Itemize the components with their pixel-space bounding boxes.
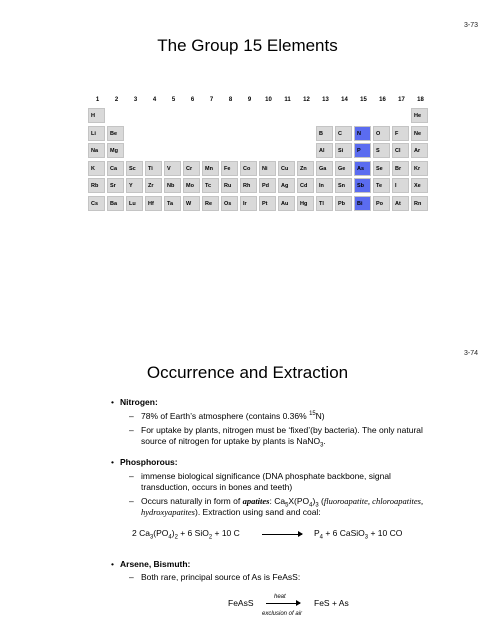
element-h: H bbox=[88, 108, 105, 123]
element-cd: Cd bbox=[297, 178, 314, 193]
element-mo: Mo bbox=[183, 178, 200, 193]
element-li: Li bbox=[88, 126, 105, 141]
element-bi: Bi bbox=[354, 196, 371, 211]
element-i: I bbox=[392, 178, 409, 193]
element-n: N bbox=[354, 126, 371, 141]
element-pb: Pb bbox=[335, 196, 352, 211]
group-number-12: 12 bbox=[303, 97, 310, 103]
element-sc: Sc bbox=[126, 161, 143, 176]
element-s: S bbox=[373, 143, 390, 158]
reaction-arrow-1 bbox=[262, 534, 302, 535]
group-number-13: 13 bbox=[322, 97, 329, 103]
reaction-arrow-2 bbox=[266, 603, 300, 604]
element-cr: Cr bbox=[183, 161, 200, 176]
group-number-2: 2 bbox=[114, 97, 119, 103]
element-br: Br bbox=[392, 161, 409, 176]
element-re: Re bbox=[202, 196, 219, 211]
element-y: Y bbox=[126, 178, 143, 193]
element-os: Os bbox=[221, 196, 238, 211]
element-v: V bbox=[164, 161, 181, 176]
element-be: Be bbox=[107, 126, 124, 141]
group-number-7: 7 bbox=[209, 97, 214, 103]
phosphorous-heading: • Phosphorous: bbox=[120, 457, 178, 468]
group-number-15: 15 bbox=[360, 97, 367, 103]
element-as: As bbox=[354, 161, 371, 176]
element-k: K bbox=[88, 161, 105, 176]
element-xe: Xe bbox=[411, 178, 428, 193]
nitrogen-line-2: – For uptake by plants, nitrogen must be ‘fixed’(by bacteria). The only natural source of nitrogen for uptake by plants is NaNO$_3$. bbox=[141, 425, 441, 447]
element-hg: Hg bbox=[297, 196, 314, 211]
equation-2-condition-below: exclusion of air bbox=[262, 611, 303, 617]
element-w: W bbox=[183, 196, 200, 211]
arsene-heading: • Arsene, Bismuth: bbox=[120, 559, 190, 570]
element-cu: Cu bbox=[278, 161, 295, 176]
element-ag: Ag bbox=[278, 178, 295, 193]
element-sb: Sb bbox=[354, 178, 371, 193]
element-o: O bbox=[373, 126, 390, 141]
arsene-line-1: – Both rare, principal source of As is FeAsS: bbox=[141, 572, 441, 583]
element-cs: Cs bbox=[88, 196, 105, 211]
element-te: Te bbox=[373, 178, 390, 193]
equation-1-left: 2 $Ca_3(PO_4)_2 + 6$ SiO$_2$ + 10 C bbox=[132, 528, 240, 541]
element-mg: Mg bbox=[107, 143, 124, 158]
element-b: B bbox=[316, 126, 333, 141]
element-ar: Ar bbox=[411, 143, 428, 158]
group-number-16: 16 bbox=[379, 97, 386, 103]
group-number-1: 1 bbox=[95, 97, 100, 103]
element-he: He bbox=[411, 108, 428, 123]
phosphorous-line-1: – immense biological significance (DNA phosphate backbone, signal transduction, occurs in bones and teeth) bbox=[141, 471, 441, 493]
element-si: Si bbox=[335, 143, 352, 158]
slide-title-1: The Group 15 Elements bbox=[157, 36, 338, 55]
element-se: Se bbox=[373, 161, 390, 176]
element-lu: Lu bbox=[126, 196, 143, 211]
element-kr: Kr bbox=[411, 161, 428, 176]
element-hf: Hf bbox=[145, 196, 162, 211]
element-ga: Ga bbox=[316, 161, 333, 176]
slide-number-1: 3-73 bbox=[464, 22, 479, 29]
element-ir: Ir bbox=[240, 196, 257, 211]
element-ba: Ba bbox=[107, 196, 124, 211]
element-ta: Ta bbox=[164, 196, 181, 211]
group-number-14: 14 bbox=[341, 97, 348, 103]
element-rn: Rn bbox=[411, 196, 428, 211]
equation-1-right: $P_4 + 6$ CaSiO$_3$ + 10 CO bbox=[314, 528, 403, 541]
element-p: P bbox=[354, 143, 371, 158]
element-na: Na bbox=[88, 143, 105, 158]
nitrogen-heading: • Nitrogen: bbox=[120, 397, 158, 408]
element-rh: Rh bbox=[240, 178, 257, 193]
element-fe: Fe bbox=[221, 161, 238, 176]
element-ni: Ni bbox=[259, 161, 276, 176]
element-pd: Pd bbox=[259, 178, 276, 193]
element-ru: Ru bbox=[221, 178, 238, 193]
group-number-row bbox=[88, 97, 428, 107]
element-ne: Ne bbox=[411, 126, 428, 141]
element-po: Po bbox=[373, 196, 390, 211]
element-sr: Sr bbox=[107, 178, 124, 193]
element-au: Au bbox=[278, 196, 295, 211]
element-mn: Mn bbox=[202, 161, 219, 176]
group-number-9: 9 bbox=[247, 97, 252, 103]
nitrogen-line-1: – 78% of Earth’s atmosphere (contains 0.36% $^{15}$N) bbox=[141, 411, 441, 422]
element-tc: Tc bbox=[202, 178, 219, 193]
equation-2-left: FeAsS bbox=[228, 598, 254, 608]
element-ti: Ti bbox=[145, 161, 162, 176]
element-pt: Pt bbox=[259, 196, 276, 211]
group-number-17: 17 bbox=[398, 97, 405, 103]
element-ca: Ca bbox=[107, 161, 124, 176]
slide-title-2: Occurrence and Extraction bbox=[146, 363, 349, 382]
element-at: At bbox=[392, 196, 409, 211]
equation-2-condition-above: heat bbox=[274, 594, 286, 600]
group-number-11: 11 bbox=[284, 97, 291, 103]
group-number-5: 5 bbox=[171, 97, 176, 103]
element-rb: Rb bbox=[88, 178, 105, 193]
group-number-4: 4 bbox=[152, 97, 157, 103]
group-number-3: 3 bbox=[133, 97, 138, 103]
group-number-6: 6 bbox=[190, 97, 195, 103]
element-zr: Zr bbox=[145, 178, 162, 193]
element-nb: Nb bbox=[164, 178, 181, 193]
element-ge: Ge bbox=[335, 161, 352, 176]
phosphorous-line-2: – Occurs naturally in form of apatites: $Ca_5X(PO_4)_3$ (fluoroapatite, chloroapatites, hydroxyapatites). Extraction using sand and coal: bbox=[141, 496, 441, 518]
group-number-10: 10 bbox=[265, 97, 272, 103]
equation-2-right: FeS + As bbox=[314, 598, 349, 608]
group-number-18: 18 bbox=[417, 97, 424, 103]
element-co: Co bbox=[240, 161, 257, 176]
element-in: In bbox=[316, 178, 333, 193]
element-zn: Zn bbox=[297, 161, 314, 176]
group-number-8: 8 bbox=[228, 97, 233, 103]
element-f: F bbox=[392, 126, 409, 141]
slide-number-2: 3-74 bbox=[464, 350, 479, 357]
element-al: Al bbox=[316, 143, 333, 158]
element-cl: Cl bbox=[392, 143, 409, 158]
element-sn: Sn bbox=[335, 178, 352, 193]
element-tl: Tl bbox=[316, 196, 333, 211]
element-c: C bbox=[335, 126, 352, 141]
